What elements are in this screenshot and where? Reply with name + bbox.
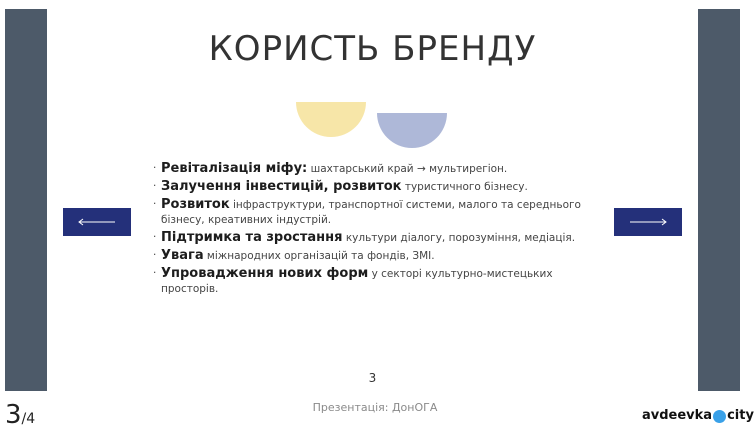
bullet-item bbox=[153, 179, 583, 195]
bullet-text: культури діалогу, порозуміння, медіація. bbox=[342, 232, 576, 244]
logo-circle-icon bbox=[713, 410, 726, 423]
arrow-left-icon bbox=[77, 218, 117, 226]
bullet-text: міжнародних організацій та фондів, ЗМІ. bbox=[203, 250, 435, 262]
slide-title: КОРИСТЬ БРЕНДУ bbox=[208, 29, 537, 69]
yellow-half-circle-shape bbox=[296, 102, 366, 137]
bullet-item bbox=[153, 197, 583, 228]
previous-slide-button[interactable] bbox=[63, 208, 131, 236]
bullet-list bbox=[153, 161, 583, 299]
arrow-right-icon bbox=[628, 218, 668, 226]
bullet-item bbox=[153, 230, 583, 246]
bullet-item bbox=[153, 161, 583, 177]
bullet-bold: Упровадження нових форм bbox=[161, 266, 369, 281]
slide-counter-current: 3 bbox=[5, 400, 22, 430]
bullet-text: інфраструктури, транспортної системи, малого та середнього бізнесу, креативних індустрій. bbox=[161, 199, 581, 226]
bullet-bold: Підтримка та зростання bbox=[161, 230, 343, 245]
bullet-dot-icon: · bbox=[153, 267, 157, 279]
slide bbox=[47, 9, 698, 391]
bullet-bold: Залучення інвестицій bbox=[161, 179, 324, 194]
bullet-text: туристичного бізнесу. bbox=[401, 181, 528, 193]
bullet-dot-icon: · bbox=[153, 231, 157, 243]
bullet-dot-icon: · bbox=[153, 198, 157, 210]
logo-text-first: avdeevka bbox=[642, 408, 713, 423]
bullet-bold: Розвиток bbox=[161, 197, 230, 212]
logo-text-second: city bbox=[727, 408, 754, 423]
next-slide-button[interactable] bbox=[614, 208, 682, 236]
bullet-bold: Увага bbox=[161, 248, 204, 263]
bullet-bold: Ревіталізація міфу: bbox=[161, 161, 308, 176]
slide-counter-total: /4 bbox=[21, 411, 36, 427]
bullet-dot-icon: · bbox=[153, 249, 157, 261]
blue-half-circle-shape bbox=[377, 113, 447, 148]
bullet-text: у секторі культурно-мистецьких просторів. bbox=[161, 268, 553, 295]
right-side-panel bbox=[698, 9, 740, 391]
bullet-item bbox=[153, 266, 583, 297]
site-logo[interactable] bbox=[642, 408, 754, 423]
bullet-text: шахтарський край → мультирегіон. bbox=[307, 163, 508, 175]
slide-page-number: 3 bbox=[368, 371, 377, 385]
bullet-item bbox=[153, 248, 583, 264]
bullet-bold-2: розвиток bbox=[333, 179, 402, 194]
left-side-panel bbox=[5, 9, 47, 391]
bullet-dot-icon: · bbox=[153, 162, 157, 174]
bullet-separator: , bbox=[323, 179, 334, 194]
presentation-caption: Презентація: ДонОГА bbox=[312, 401, 438, 414]
bullet-dot-icon: · bbox=[153, 180, 157, 192]
